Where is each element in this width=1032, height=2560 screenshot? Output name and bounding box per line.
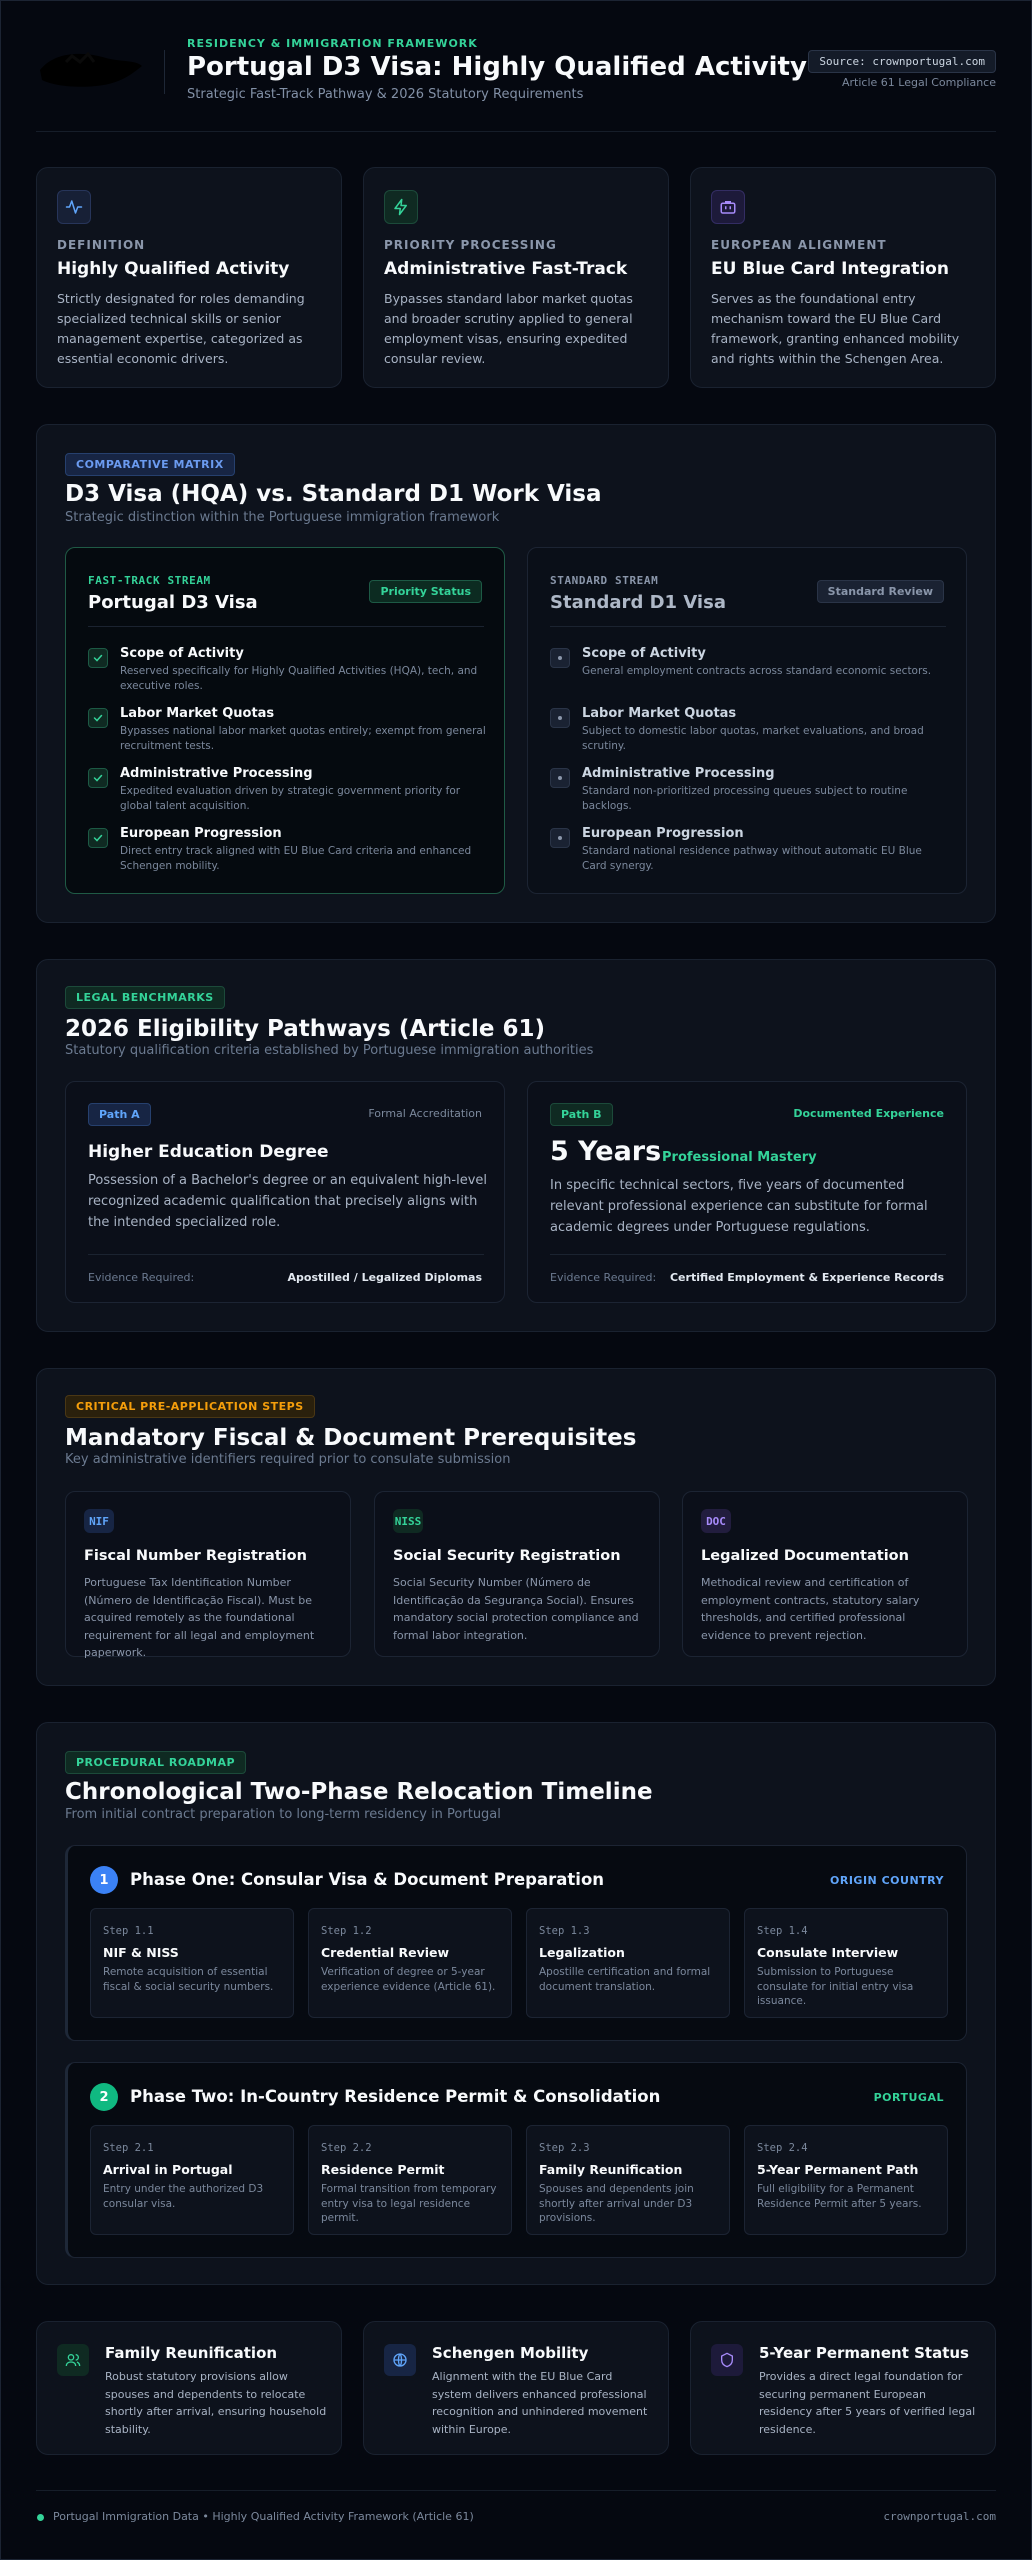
item-desc: Expedited evaluation driven by strategic government priority for global talent acquisition. <box>120 785 461 812</box>
d3-visa-card <box>65 547 505 894</box>
feature-card <box>363 167 669 388</box>
status-dot <box>37 2514 44 2521</box>
feature-body: Bypasses standard labor market quotas and broader scrutiny applied to general employment visas, ensuring expedited consular review. <box>384 291 633 366</box>
compliance-note: Article 61 Legal Compliance <box>841 76 996 89</box>
shield-icon <box>711 2344 743 2376</box>
benefit-title: Schengen Mobility <box>432 2344 589 2362</box>
standard-badge: Standard Review <box>817 580 944 603</box>
item-desc: Reserved specifically for Highly Qualified Activities (HQA), tech, and executive roles. <box>120 665 478 692</box>
item-desc: Bypasses national labor market quotas entirely; exempt from general recruitment tests. <box>120 725 486 752</box>
prereq-title: Social Security Registration <box>393 1548 621 1564</box>
path-meta: Documented Experience <box>793 1107 944 1120</box>
d1-visa-card <box>527 547 967 894</box>
logo <box>36 40 146 100</box>
footer-rule <box>36 2490 996 2491</box>
header-rule <box>36 131 996 132</box>
phase-location: PORTUGAL <box>873 2091 944 2104</box>
feature-title: Highly Qualified Activity <box>57 259 290 279</box>
activity-icon <box>57 190 91 224</box>
step-number: Step 2.2 <box>321 2142 372 2154</box>
item-desc: Standard national residence pathway without automatic EU Blue Card synergy. <box>582 845 922 872</box>
item-desc: Standard non-prioritized processing queues subject to routine backlogs. <box>582 785 908 812</box>
doc-code-badge: DOC <box>701 1509 731 1533</box>
section-title: Chronological Two-Phase Relocation Timeline <box>65 1779 653 1805</box>
section-title: Mandatory Fiscal & Document Prerequisites <box>65 1425 637 1451</box>
step-title: Family Reunification <box>539 2162 683 2177</box>
path-a-card <box>65 1081 505 1303</box>
check-icon <box>88 648 108 668</box>
lightning-icon <box>384 190 418 224</box>
timeline-step <box>308 1908 512 2018</box>
phase-number-badge: 2 <box>90 2083 118 2111</box>
card-divider <box>550 1254 946 1255</box>
step-title: Legalization <box>539 1945 625 1960</box>
evidence-label: Evidence Required: <box>550 1271 657 1284</box>
timeline-step <box>90 2125 294 2235</box>
step-number: Step 1.3 <box>539 1925 590 1937</box>
prereq-body: Methodical review and certification of employment contracts, statutory salary thresholds, and certified professional evidence to prevent rejection. <box>701 1576 920 1642</box>
step-number: Step 1.2 <box>321 1925 372 1937</box>
item-desc: General employment contracts across standard economic sectors. <box>582 665 932 677</box>
experience-qualifier: Professional Mastery <box>662 1150 817 1165</box>
step-title: 5-Year Permanent Path <box>757 2162 919 2177</box>
section-tag: PROCEDURAL ROADMAP <box>65 1751 246 1774</box>
section-tag: COMPARATIVE MATRIX <box>65 453 235 476</box>
benefit-body: Robust statutory provisions allow spouses and dependents to relocate shortly after arrival, ensuring household stability. <box>105 2370 327 2436</box>
item-title: Labor Market Quotas <box>120 706 275 721</box>
item-title: Administrative Processing <box>582 766 775 781</box>
prereq-body: Social Security Number (Número de Identificação da Segurança Social). Ensures mandatory social protection compliance and formal labor integration. <box>393 1576 639 1642</box>
check-icon <box>88 708 108 728</box>
bullet-icon <box>550 828 570 848</box>
check-icon <box>88 828 108 848</box>
step-title: Consulate Interview <box>757 1945 899 1960</box>
card-kicker: STANDARD STREAM <box>550 574 659 587</box>
benefit-body: Provides a direct legal foundation for securing permanent European residency after 5 years of verified legal residence. <box>759 2370 976 2436</box>
benefit-title: Family Reunification <box>105 2344 278 2362</box>
timeline-step <box>90 1908 294 2018</box>
timeline-step <box>526 2125 730 2235</box>
card-divider <box>88 1254 484 1255</box>
benefit-card <box>690 2321 996 2455</box>
prereq-title: Fiscal Number Registration <box>84 1548 307 1564</box>
step-desc: Entry under the authorized D3 consular visa. <box>103 2183 264 2210</box>
bullet-icon <box>550 768 570 788</box>
step-desc: Verification of degree or 5-year experience evidence (Article 61). <box>321 1966 496 1993</box>
step-number: Step 2.1 <box>103 2142 154 2154</box>
path-body: Possession of a Bachelor's degree or an equivalent high-level recognized academic qualification that precisely aligns with the intended specialized role. <box>88 1173 488 1230</box>
card-title: Standard D1 Visa <box>550 592 726 613</box>
benefit-body: Alignment with the EU Blue Card system delivers enhanced professional recognition and unhindered movement within Europe. <box>432 2370 648 2436</box>
prereq-title: Legalized Documentation <box>701 1548 909 1564</box>
section-title: 2026 Eligibility Pathways (Article 61) <box>65 1016 546 1042</box>
section-tag: CRITICAL PRE-APPLICATION STEPS <box>65 1395 315 1418</box>
path-meta: Formal Accreditation <box>368 1107 482 1120</box>
priority-badge: Priority Status <box>369 580 482 603</box>
step-number: Step 2.3 <box>539 2142 590 2154</box>
legal-benchmarks-section <box>36 959 996 1332</box>
path-badge: Path A <box>88 1103 151 1126</box>
section-subtitle: Strategic distinction within the Portuguese immigration framework <box>65 510 500 525</box>
item-title: Scope of Activity <box>582 646 706 661</box>
feature-label: DEFINITION <box>57 238 146 252</box>
evidence-value: Apostilled / Legalized Diplomas <box>287 1271 482 1284</box>
feature-label: PRIORITY PROCESSING <box>384 238 557 252</box>
phase-number-badge: 1 <box>90 1866 118 1894</box>
path-b-card <box>527 1081 967 1303</box>
path-badge: Path B <box>550 1103 613 1126</box>
card-divider <box>88 626 484 627</box>
niss-code-badge: NISS <box>393 1509 423 1533</box>
step-number: Step 1.4 <box>757 1925 808 1937</box>
item-desc: Subject to domestic labor quotas, market evaluations, and broad scrutiny. <box>582 725 924 752</box>
item-title: Labor Market Quotas <box>582 706 737 721</box>
section-tag: LEGAL BENCHMARKS <box>65 986 225 1009</box>
source-badge[interactable]: Source: crownportugal.com <box>808 50 996 73</box>
step-desc: Apostille certification and formal document translation. <box>539 1966 711 1993</box>
path-body: In specific technical sectors, five years of documented relevant professional experience can substitute for formal academic degrees under Portuguese regulations. <box>550 1178 928 1235</box>
prereq-card <box>65 1491 351 1660</box>
step-title: Credential Review <box>321 1945 450 1960</box>
step-number: Step 2.4 <box>757 2142 808 2154</box>
step-desc: Full eligibility for a Permanent Residence Permit after 5 years. <box>757 2183 922 2210</box>
feature-card <box>36 167 342 388</box>
step-desc: Submission to Portuguese consulate for initial entry visa issuance. <box>757 1966 914 2008</box>
briefcase-icon <box>711 190 745 224</box>
benefit-card <box>363 2321 669 2455</box>
item-title: Administrative Processing <box>120 766 313 781</box>
roadmap-section <box>36 1722 996 2285</box>
timeline-step <box>308 2125 512 2235</box>
evidence-value: Certified Employment & Experience Records <box>669 1271 944 1284</box>
section-subtitle: From initial contract preparation to long-term residency in Portugal <box>65 1807 501 1822</box>
step-desc: Formal transition from temporary entry visa to legal residence permit. <box>321 2183 497 2225</box>
path-title: Higher Education Degree <box>88 1142 329 1162</box>
timeline-step <box>526 1908 730 2018</box>
phase-title: Phase One: Consular Visa & Document Preparation <box>130 1870 605 1889</box>
prerequisites-section <box>36 1368 996 1686</box>
feature-body: Strictly designated for roles demanding specialized technical skills or senior management expertise, categorized as essential economic drivers. <box>57 291 305 366</box>
phase-location: ORIGIN COUNTRY <box>830 1874 944 1887</box>
section-subtitle: Statutory qualification criteria established by Portuguese immigration authorities <box>65 1043 594 1058</box>
card-divider <box>550 626 946 627</box>
timeline-step <box>744 1908 948 2018</box>
section-subtitle: Key administrative identifiers required prior to consulate submission <box>65 1452 511 1467</box>
item-title: European Progression <box>120 826 282 841</box>
step-number: Step 1.1 <box>103 1925 154 1937</box>
experience-years: 5 Years <box>550 1136 662 1167</box>
card-kicker: FAST-TRACK STREAM <box>88 574 211 587</box>
header-divider <box>164 50 165 94</box>
feature-card <box>690 167 996 388</box>
feature-body: Serves as the foundational entry mechanism toward the EU Blue Card framework, granting enhanced mobility and rights within the Schengen Area. <box>711 291 960 366</box>
nif-code-badge: NIF <box>84 1509 114 1533</box>
item-title: European Progression <box>582 826 744 841</box>
users-icon <box>57 2344 89 2376</box>
item-desc: Direct entry track aligned with EU Blue Card criteria and enhanced Schengen mobility. <box>120 845 472 872</box>
check-icon <box>88 768 108 788</box>
timeline-step <box>744 2125 948 2235</box>
step-title: NIF & NISS <box>103 1945 179 1960</box>
prereq-card <box>374 1491 660 1657</box>
page-title: Portugal D3 Visa: Highly Qualified Activity <box>187 52 807 82</box>
evidence-label: Evidence Required: <box>88 1271 195 1284</box>
prereq-card <box>682 1491 968 1657</box>
feature-label: EUROPEAN ALIGNMENT <box>711 238 887 252</box>
page-subtitle: Strategic Fast-Track Pathway & 2026 Statutory Requirements <box>187 87 584 102</box>
benefit-card <box>36 2321 342 2455</box>
step-title: Residence Permit <box>321 2162 445 2177</box>
prereq-body: Portuguese Tax Identification Number (Número de Identificação Fiscal). Must be acquired remotely as the foundational requirement for all legal and employment paperwork. <box>84 1576 315 1660</box>
card-title: Portugal D3 Visa <box>88 592 258 613</box>
bullet-icon <box>550 648 570 668</box>
benefit-title: 5-Year Permanent Status <box>759 2344 969 2362</box>
feature-title: Administrative Fast-Track <box>384 259 628 279</box>
section-title: D3 Visa (HQA) vs. Standard D1 Work Visa <box>65 481 602 507</box>
comparative-matrix-section <box>36 424 996 923</box>
globe-icon <box>384 2344 416 2376</box>
header-kicker: RESIDENCY & IMMIGRATION FRAMEWORK <box>187 37 478 50</box>
step-desc: Remote acquisition of essential fiscal & social security numbers. <box>103 1966 274 1993</box>
feature-title: EU Blue Card Integration <box>711 259 949 279</box>
step-title: Arrival in Portugal <box>103 2162 233 2177</box>
bullet-icon <box>550 708 570 728</box>
step-desc: Spouses and dependents join shortly after arrival under D3 provisions. <box>539 2183 694 2225</box>
phase-one-card <box>65 1845 967 2041</box>
footer-link[interactable]: crownportugal.com <box>883 2510 996 2523</box>
phase-title: Phase Two: In-Country Residence Permit & Consolidation <box>130 2087 661 2106</box>
item-title: Scope of Activity <box>120 646 244 661</box>
footer-text: Portugal Immigration Data • Highly Qualified Activity Framework (Article 61) <box>53 2510 474 2523</box>
phase-two-card <box>65 2062 967 2258</box>
